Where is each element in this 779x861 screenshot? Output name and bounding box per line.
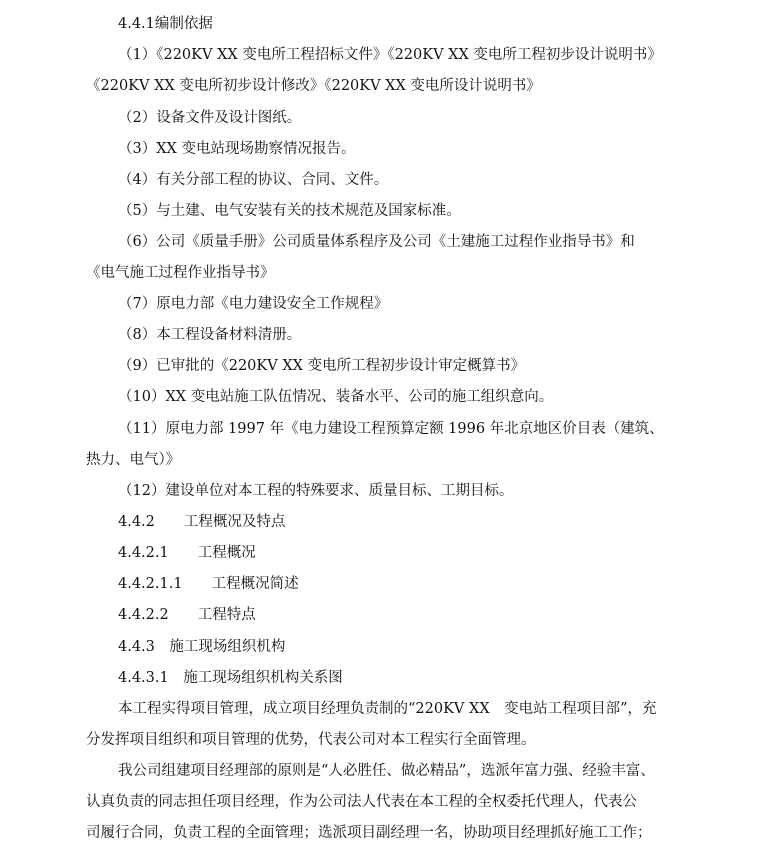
heading-4-4-2-1-1: 4.4.2.1.1 工程概况简述: [118, 576, 299, 592]
basis-item-7: （7）原电力部《电力建设安全工作规程》: [118, 296, 389, 312]
paragraph-1-line-2: 分发挥项目组织和项目管理的优势，代表公司对本工程实行全面管理。: [86, 732, 536, 748]
basis-item-6-cont: 《电气施工过程作业指导书》: [86, 265, 275, 281]
basis-item-4: （4）有关分部工程的协议、合同、文件。: [118, 172, 389, 188]
basis-item-8: （8）本工程设备材料清册。: [118, 327, 302, 343]
basis-item-1-cont: 《220KV XX 变电所初步设计修改》《220KV XX 变电所设计说明书》: [86, 78, 541, 94]
basis-item-11-cont: 热力、电气）》: [86, 452, 181, 468]
basis-item-2: （2）设备文件及设计图纸。: [118, 110, 302, 126]
paragraph-1-line-1: 本工程实得项目管理，成立项目经理负责制的“220KV XX 变电站工程项目部”，充: [118, 701, 657, 717]
heading-4-4-2-1: 4.4.2.1 工程概况: [118, 545, 256, 561]
paragraph-2-line-2: 认真负责的同志担任项目经理，作为公司法人代表在本工程的全权委托代理人，代表公: [86, 794, 637, 810]
heading-4-4-3: 4.4.3 施工现场组织机构: [118, 639, 286, 655]
basis-item-10: （10）XX 变电站施工队伍情况、装备水平、公司的施工组织意向。: [118, 389, 554, 405]
heading-4-4-3-1: 4.4.3.1 施工现场组织机构关系图: [118, 670, 343, 686]
paragraph-2-line-3: 司履行合同，负责工程的全面管理；选派项目副经理一名，协助项目经理抓好施工工作；: [86, 825, 652, 841]
heading-4-4-2-2: 4.4.2.2 工程特点: [118, 607, 256, 623]
heading-4-4-2: 4.4.2 工程概况及特点: [118, 514, 286, 530]
paragraph-2-line-1: 我公司组建项目经理部的原则是“人必胜任、做必精品”，选派年富力强、经验丰富、: [118, 763, 655, 779]
basis-item-5: （5）与土建、电气安装有关的技术规范及国家标准。: [118, 203, 461, 219]
heading-4-4-1: 4.4.1编制依据: [118, 16, 213, 32]
basis-item-12: （12）建设单位对本工程的特殊要求、质量目标、工期目标。: [118, 483, 514, 499]
basis-item-6: （6）公司《质量手册》公司质量体系程序及公司《土建施工过程作业指导书》和: [118, 234, 635, 250]
basis-item-3: （3）XX 变电站现场勘察情况报告。: [118, 141, 356, 157]
basis-item-9: （9）已审批的《220KV XX 变电所工程初步设计审定概算书》: [118, 358, 526, 374]
basis-item-1: （1）《220KV XX 变电所工程招标文件》《220KV XX 变电所工程初步设计说明书》: [118, 47, 662, 63]
basis-item-11: （11）原电力部 1997 年《电力建设工程预算定额 1996 年北京地区价目表（建筑、: [118, 421, 664, 437]
